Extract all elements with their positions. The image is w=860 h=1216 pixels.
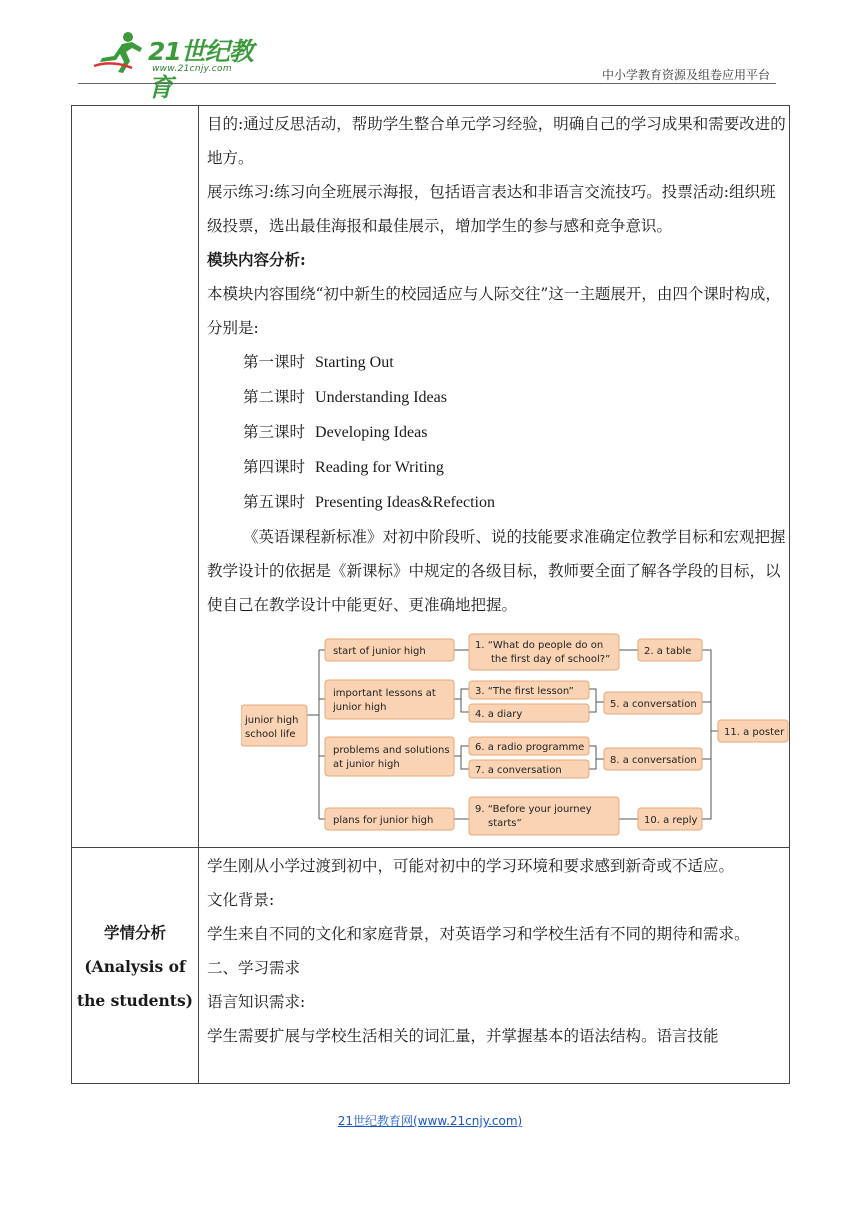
students-text: 学生刚从小学过渡到初中，可能对初中的学习环境和要求感到新奇或不适应。 xyxy=(207,857,735,875)
module-mindmap xyxy=(241,629,791,839)
logo-url: www.21cnjy.com xyxy=(152,64,232,74)
item-label: 1. “What do people do on xyxy=(475,640,604,651)
students-text: 二、学习需求 xyxy=(207,959,301,977)
item-label: 9. “Before your journey xyxy=(475,804,592,815)
mindmap-connectors xyxy=(307,650,718,819)
students-analysis-cell xyxy=(207,849,787,1053)
curriculum-paragraph: 《英语课程新标准》对初中阶段听、说的技能要求准确定位教学目标和宏观把握教学设计的依据是《新课标》中规定的各级目标，教师要全面了解各学段的目标，以使自己在教学设计中能更好、更准确地把握。 xyxy=(207,528,786,614)
purpose-text: 目的:通过反思活动，帮助学生整合单元学习经验，明确自己的学习成果和需要改进的地方。 xyxy=(207,115,786,167)
row-divider xyxy=(72,847,789,848)
students-analysis-label: 学情分析 (Analysis of the students) xyxy=(76,923,194,1010)
students-text: 语言知识需求: xyxy=(207,993,306,1011)
lesson-item: 第一课时 Starting Out xyxy=(243,353,394,371)
lesson-item: 第三课时 Developing Ideas xyxy=(243,423,428,441)
module-analysis-cell xyxy=(207,107,787,622)
module-heading: 模块内容分析: xyxy=(207,250,306,269)
branch-label: junior high xyxy=(333,702,387,713)
final-label: 11. a poster xyxy=(724,727,785,738)
result-label: 5. a conversation xyxy=(610,699,697,710)
mindmap-branch-node xyxy=(325,680,454,719)
result-label: 8. a conversation xyxy=(610,755,697,766)
lesson-item: 第二课时 Understanding Ideas xyxy=(243,388,447,406)
item-label: 4. a diary xyxy=(475,709,523,720)
result-label: 10. a reply xyxy=(644,815,698,826)
column-divider xyxy=(198,106,199,1083)
lesson-item: 第四课时 Reading for Writing xyxy=(243,458,444,476)
page-footer xyxy=(0,1112,860,1129)
students-text: 学生需要扩展与学校生活相关的词汇量，并掌握基本的语法结构。语言技能 xyxy=(207,1027,719,1045)
item-label: the first day of school?” xyxy=(491,654,611,665)
branch-label: at junior high xyxy=(333,759,400,770)
module-intro: 本模块内容围绕“初中新生的校园适应与人际交往”这一主题展开，由四个课时构成，分别是: xyxy=(207,285,781,337)
header-divider xyxy=(78,83,776,84)
item-label: 7. a conversation xyxy=(475,765,562,776)
lesson-plan-table xyxy=(71,105,790,1084)
item-label: starts” xyxy=(488,818,522,829)
mindmap-item-node xyxy=(469,797,619,835)
lesson-item: 第五课时 Presenting Ideas&Refection xyxy=(243,493,495,511)
branch-label: problems and solutions xyxy=(333,745,450,756)
item-label: 3. “The first lesson” xyxy=(475,686,574,697)
students-text: 文化背景: xyxy=(207,891,275,909)
result-label: 2. a table xyxy=(644,646,692,657)
branch-label: plans for junior high xyxy=(333,815,434,826)
branch-label: start of junior high xyxy=(333,646,426,657)
root-label: school life xyxy=(245,729,296,740)
logo-title: 21世纪教育 xyxy=(148,37,253,102)
footer-link[interactable]: 21世纪教育网(www.21cnjy.com) xyxy=(337,1114,523,1128)
branch-label: important lessons at xyxy=(333,688,436,699)
runner-icon xyxy=(92,30,148,76)
platform-name: 中小学教育资源及组卷应用平台 xyxy=(601,68,770,82)
root-label: junior high xyxy=(245,715,299,726)
page-header xyxy=(78,26,776,102)
students-text: 学生来自不同的文化和家庭背景，对英语学习和学校生活有不同的期待和需求。 xyxy=(207,925,750,943)
item-label: 6. a radio programme xyxy=(475,742,585,753)
mindmap-branch-node xyxy=(325,737,454,776)
practice-text: 展示练习:练习向全班展示海报，包括语言表达和非语言交流技巧。投票活动:组织班级投票，选出最佳海报和最佳展示，增加学生的参与感和竞争意识。 xyxy=(207,183,776,235)
site-logo[interactable] xyxy=(92,30,262,102)
